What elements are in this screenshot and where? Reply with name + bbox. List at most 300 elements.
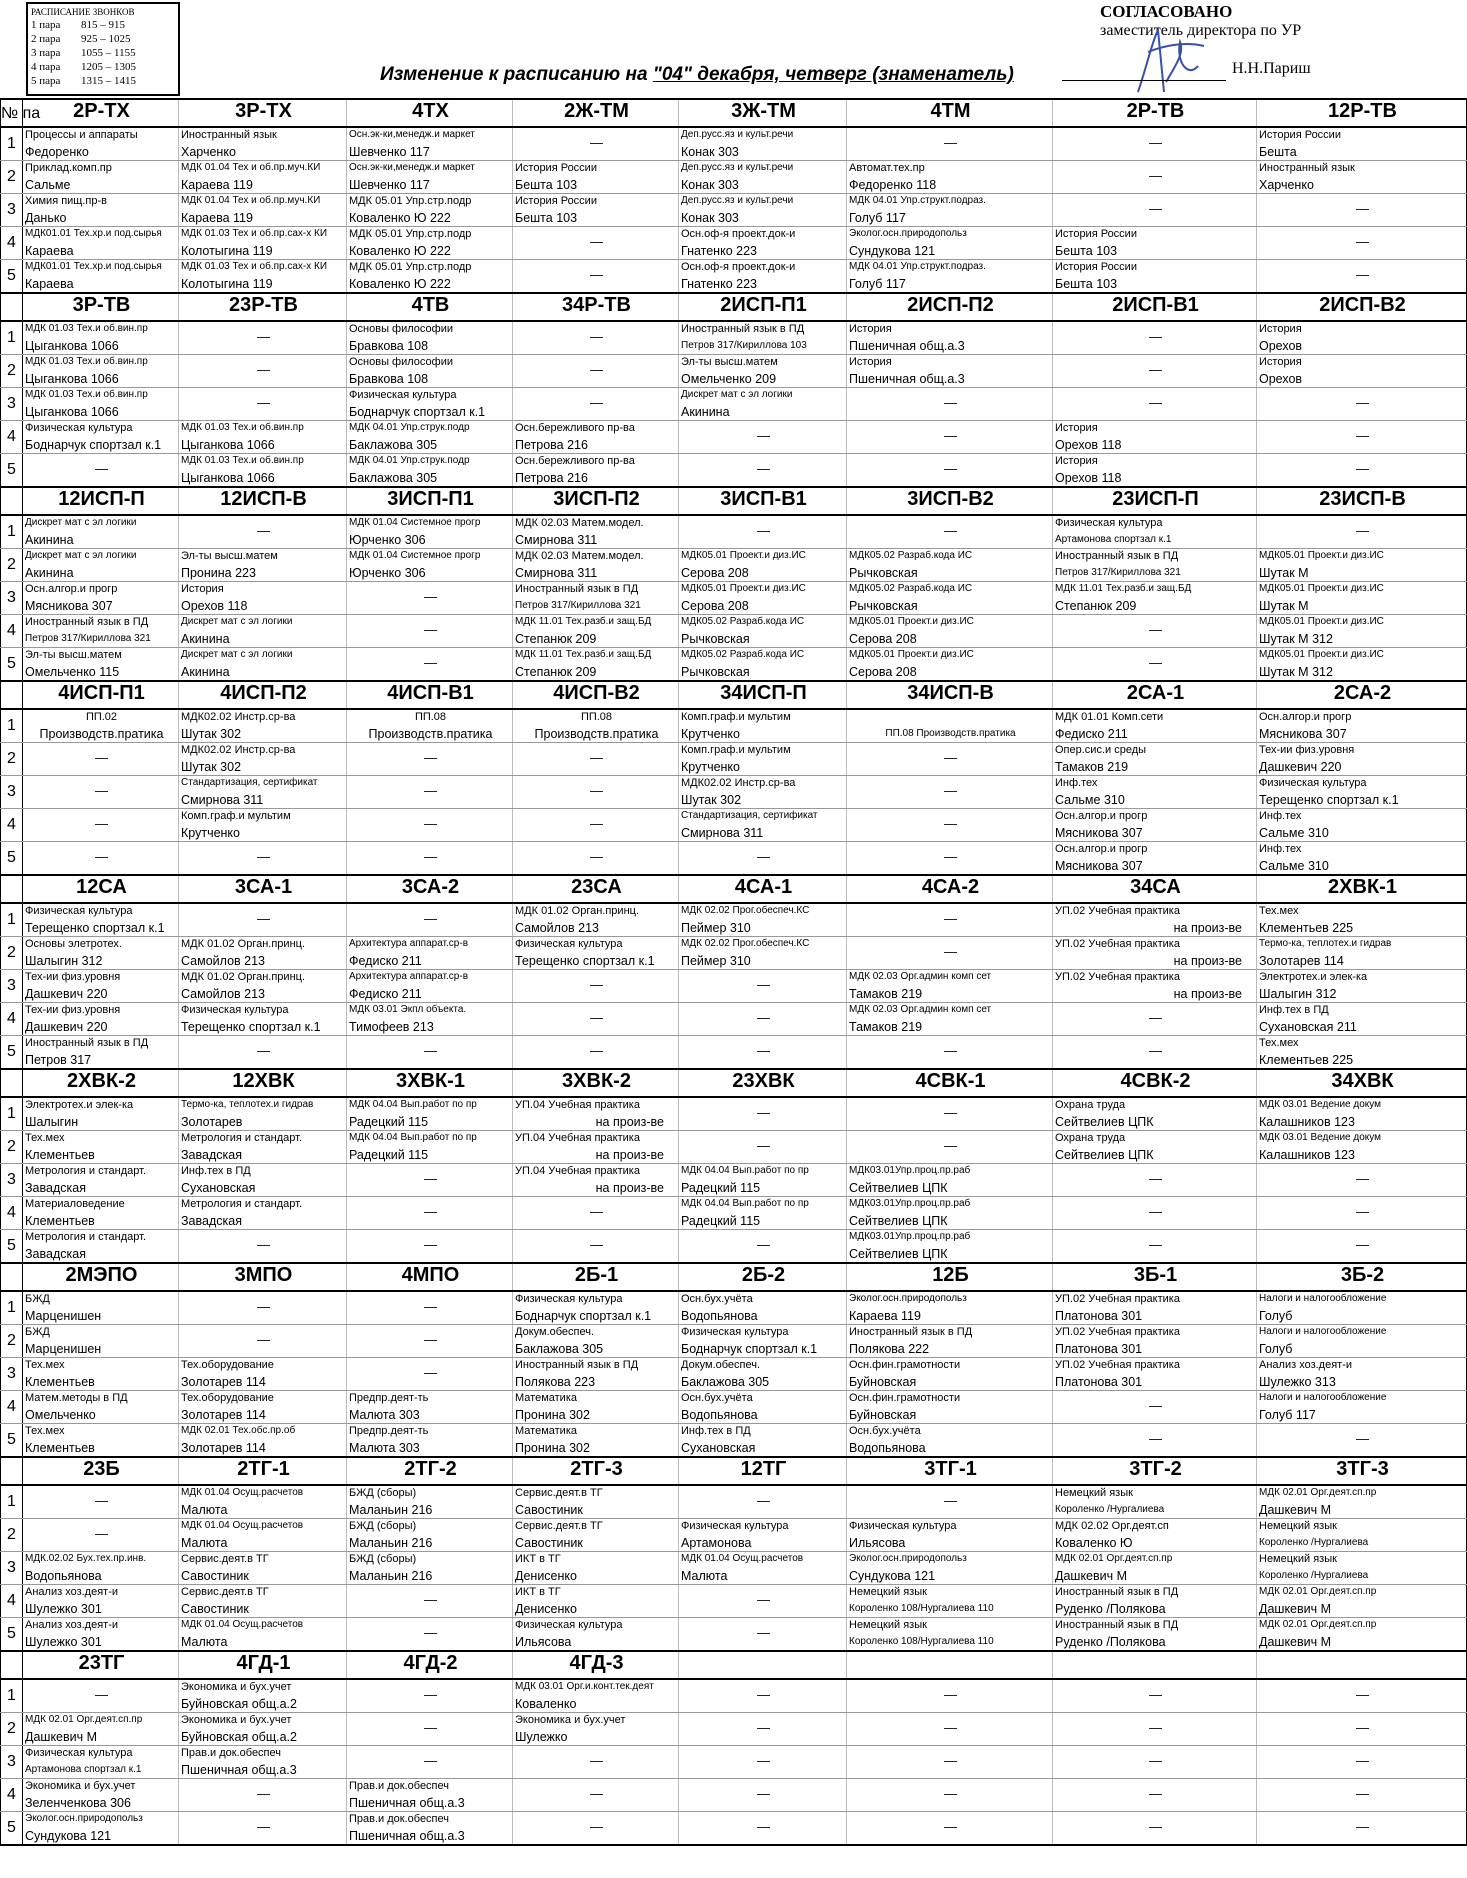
teacher-room-text: Тамаков 219 bbox=[849, 1020, 923, 1034]
subject-text: Физическая культура bbox=[681, 1520, 789, 1532]
lesson-cell bbox=[23, 194, 179, 227]
teacher-room-text: Руденко /Полякова bbox=[1055, 1635, 1166, 1649]
group-name: 2ИСП-В1 bbox=[1053, 293, 1257, 321]
subject-text: Дискрет мат с эл логики bbox=[181, 649, 293, 660]
lesson-cell bbox=[679, 842, 847, 876]
lesson-cell bbox=[1053, 842, 1257, 876]
subject-text: Осн.алгор.и прогр bbox=[1055, 843, 1148, 855]
lesson-cell bbox=[513, 937, 679, 970]
lesson-cell bbox=[1053, 1618, 1257, 1652]
bell-period: 4 пара bbox=[31, 61, 61, 73]
teacher-room-text: Юрченко 306 bbox=[349, 533, 426, 547]
subject-text: МДК05.01 Проект.и диз.ИС bbox=[849, 649, 974, 660]
teacher-room-text: Баклажова 305 bbox=[349, 438, 438, 452]
subject-text: Эколог.осн.природопольз bbox=[849, 1553, 967, 1564]
lesson-cell bbox=[347, 743, 513, 776]
lesson-cell bbox=[347, 1164, 513, 1197]
lesson-cell bbox=[23, 1131, 179, 1164]
group-header-row bbox=[1, 1069, 1467, 1097]
lesson-number: 5 bbox=[1, 260, 23, 294]
group-name: 2Р-ТВ bbox=[1053, 99, 1257, 127]
lesson-number: 1 bbox=[1, 903, 23, 937]
group-name: 34ИСП-В bbox=[847, 681, 1053, 709]
group-name: 4СА-2 bbox=[847, 875, 1053, 903]
lesson-cell bbox=[513, 1485, 679, 1519]
subject-text: Физическая культура bbox=[681, 1326, 789, 1338]
lesson-cell bbox=[1257, 515, 1467, 549]
subject-text: История России bbox=[515, 195, 597, 207]
lesson-cell bbox=[179, 127, 347, 161]
lesson-cell bbox=[347, 1618, 513, 1652]
teacher-room-text: Шевченко 117 bbox=[349, 178, 430, 192]
teacher-room-text: Коваленко Ю 222 bbox=[349, 277, 451, 291]
subject-text: МДК 04.01 Упр.струк.подр bbox=[349, 455, 470, 466]
lesson-cell bbox=[847, 1291, 1053, 1325]
subject-text: Налоги и налогообложение bbox=[1259, 1326, 1387, 1337]
lesson-cell bbox=[23, 776, 179, 809]
teacher-room-text: Артамонова bbox=[681, 1536, 752, 1550]
teacher-room-text: Радецкий 115 bbox=[349, 1115, 429, 1129]
subject-text: Иностранный язык в ПД bbox=[25, 616, 149, 628]
num-header bbox=[1, 1457, 23, 1485]
lesson-cell bbox=[1053, 743, 1257, 776]
teacher-room-text: Пеймер 310 bbox=[681, 954, 751, 968]
lesson-cell bbox=[347, 809, 513, 842]
lesson-cell bbox=[179, 648, 347, 682]
subject-text: Физическая культура bbox=[849, 1520, 957, 1532]
group-name: 2Р-ТХ bbox=[23, 99, 179, 127]
teacher-room-text: Завадская bbox=[181, 1214, 242, 1228]
empty-marker: — bbox=[1149, 1753, 1162, 1768]
lesson-cell bbox=[679, 454, 847, 488]
lesson-cell bbox=[847, 161, 1053, 194]
lesson-number: 5 bbox=[1, 648, 23, 682]
subject-text: Дискрет мат с эл логики bbox=[25, 517, 137, 528]
lesson-cell bbox=[1053, 421, 1257, 454]
subject-text: МДК 11.01 Тех.разб.и защ.БД bbox=[1055, 583, 1192, 594]
group-name: 3Р-ТХ bbox=[179, 99, 347, 127]
group-name: 12СА bbox=[23, 875, 179, 903]
subject-text: Физическая культура bbox=[515, 1619, 623, 1631]
teacher-room-text: Золотарев 114 bbox=[1259, 954, 1344, 968]
empty-marker: — bbox=[1149, 1237, 1162, 1252]
empty-marker: — bbox=[424, 1043, 437, 1058]
teacher-room-text: Мясникова 307 bbox=[1055, 859, 1143, 873]
lesson-number: 4 bbox=[1, 1391, 23, 1424]
lesson-cell bbox=[1053, 1779, 1257, 1812]
lesson-row bbox=[1, 1424, 1467, 1458]
lesson-cell bbox=[1257, 1325, 1467, 1358]
subject-text: Дискрет мат с эл логики bbox=[181, 616, 293, 627]
subject-text: Основы элетротех. bbox=[25, 938, 122, 950]
teacher-room-text: на произ-ве bbox=[1173, 921, 1242, 935]
teacher-room-text: Дашкевич М bbox=[1259, 1635, 1332, 1649]
lesson-number: 1 bbox=[1, 709, 23, 743]
teacher-room-text: Харченко bbox=[1259, 178, 1314, 192]
lesson-cell bbox=[179, 1230, 347, 1264]
empty-marker: — bbox=[424, 816, 437, 831]
lesson-cell bbox=[513, 1036, 679, 1070]
lesson-cell bbox=[1053, 161, 1257, 194]
lesson-cell bbox=[179, 421, 347, 454]
subject-text: МДК02.02 Инстр.ср-ва bbox=[181, 744, 296, 756]
empty-marker: — bbox=[424, 750, 437, 765]
group-name: 3ИСП-П2 bbox=[513, 487, 679, 515]
subject-text: МДК 02.03 Орг.админ комп сет bbox=[849, 1004, 992, 1015]
lesson-cell bbox=[679, 743, 847, 776]
subject-text: История bbox=[849, 356, 892, 368]
lesson-cell bbox=[847, 1131, 1053, 1164]
subject-text: МДК 02.01 Орг.деят.сп.пр bbox=[1259, 1619, 1377, 1630]
subject-text: Физическая культура bbox=[25, 1747, 133, 1759]
group-name: 12Р-ТВ bbox=[1257, 99, 1467, 127]
group-name: 12Б bbox=[847, 1263, 1053, 1291]
lesson-cell bbox=[513, 648, 679, 682]
subject-text: Деп.русс.яз и культ.речи bbox=[681, 195, 794, 206]
lesson-cell bbox=[847, 1230, 1053, 1264]
subject-text: Осн.фин.грамотности bbox=[849, 1392, 961, 1404]
subject-text: МДК 02.02 Прог.обеспеч.КС bbox=[681, 938, 810, 949]
subject-text: Немецкий язык bbox=[849, 1586, 927, 1598]
lesson-cell bbox=[23, 1325, 179, 1358]
teacher-room-text: Цыганкова 1066 bbox=[181, 438, 275, 452]
lesson-cell bbox=[1257, 970, 1467, 1003]
empty-marker: — bbox=[757, 1625, 770, 1640]
lesson-cell bbox=[513, 388, 679, 421]
lesson-cell bbox=[679, 1230, 847, 1264]
lesson-cell bbox=[1257, 648, 1467, 682]
subject-text: Осн.бух.учёта bbox=[849, 1425, 921, 1437]
subject-text: История bbox=[1259, 356, 1302, 368]
subject-text: БЖД bbox=[25, 1293, 50, 1305]
teacher-room-text: Шевченко 117 bbox=[349, 145, 430, 159]
empty-marker: — bbox=[1149, 135, 1162, 150]
subject-text: МДК 04.01 Упр.структ.подраз. bbox=[849, 195, 986, 206]
lesson-cell bbox=[1257, 1131, 1467, 1164]
lesson-number: 4 bbox=[1, 809, 23, 842]
group-header-row bbox=[1, 875, 1467, 903]
lesson-cell bbox=[513, 1585, 679, 1618]
subject-text: УП.02 Учебная практика bbox=[1055, 905, 1180, 917]
teacher-room-text: Федиско 211 bbox=[1055, 727, 1128, 741]
group-name: 4ГД-2 bbox=[347, 1651, 513, 1679]
subject-text: МДК 01.04 Осущ.расчетов bbox=[181, 1487, 304, 1498]
lesson-cell bbox=[679, 1097, 847, 1131]
lesson-cell bbox=[1053, 1003, 1257, 1036]
subject-text: Тех.оборудование bbox=[181, 1392, 274, 1404]
subject-text: Тех.мех bbox=[25, 1132, 65, 1144]
lesson-cell bbox=[1257, 582, 1467, 615]
lesson-number: 5 bbox=[1, 842, 23, 876]
lesson-cell bbox=[1257, 903, 1467, 937]
lesson-cell bbox=[679, 1746, 847, 1779]
subject-text: Осн.бух.учёта bbox=[681, 1293, 753, 1305]
lesson-cell bbox=[513, 1003, 679, 1036]
group-name bbox=[1257, 1651, 1467, 1679]
empty-marker: — bbox=[1356, 1819, 1369, 1834]
subject-text: Иностранный язык bbox=[181, 129, 277, 141]
lesson-cell bbox=[1053, 1552, 1257, 1585]
group-name: 23ИСП-П bbox=[1053, 487, 1257, 515]
bell-row bbox=[31, 60, 178, 74]
empty-marker: — bbox=[1356, 1431, 1369, 1446]
lesson-number: 1 bbox=[1, 1097, 23, 1131]
approval-heading: СОГЛАСОВАНО bbox=[1100, 2, 1233, 21]
lesson-row bbox=[1, 1746, 1467, 1779]
title-prefix: Изменение к расписанию на bbox=[380, 64, 653, 85]
teacher-room-text: Терещенко спортзал к.1 bbox=[181, 1020, 321, 1034]
group-name: 3ИСП-В1 bbox=[679, 487, 847, 515]
teacher-room-text: Караева bbox=[25, 277, 74, 291]
lesson-cell bbox=[1053, 1036, 1257, 1070]
teacher-room-text: Пшеничная общ.а.3 bbox=[349, 1829, 465, 1843]
lesson-cell bbox=[1257, 615, 1467, 648]
empty-marker: — bbox=[1149, 362, 1162, 377]
teacher-room-text: Степанюк 209 bbox=[515, 632, 597, 646]
teacher-room-text: Короленко /Нургалиева bbox=[1259, 1537, 1369, 1548]
subject-text: БЖД (сборы) bbox=[349, 1487, 417, 1499]
subject-text: Термо-ка, теплотех.и гидрав bbox=[181, 1099, 314, 1110]
subject-text: Охрана труда bbox=[1055, 1099, 1126, 1111]
lesson-cell bbox=[1257, 194, 1467, 227]
teacher-room-text: Буйновская bbox=[849, 1375, 917, 1389]
lesson-cell bbox=[679, 648, 847, 682]
empty-marker: — bbox=[1356, 267, 1369, 282]
lesson-cell bbox=[847, 1618, 1053, 1652]
teacher-room-text: Сухановская 211 bbox=[1259, 1020, 1357, 1034]
teacher-room-text: Степанюк 209 bbox=[1055, 599, 1137, 613]
group-header-row bbox=[1, 99, 1467, 127]
teacher-room-text: Смирнова 311 bbox=[515, 533, 598, 547]
teacher-room-text: Караева bbox=[25, 244, 74, 258]
lesson-cell bbox=[679, 515, 847, 549]
empty-marker: — bbox=[757, 849, 770, 864]
lesson-cell bbox=[679, 321, 847, 355]
lesson-cell bbox=[1257, 227, 1467, 260]
lesson-cell bbox=[679, 582, 847, 615]
group-name: 34Р-ТВ bbox=[513, 293, 679, 321]
teacher-room-text: Акинина bbox=[181, 665, 230, 679]
lesson-row bbox=[1, 515, 1467, 549]
group-name: 23СА bbox=[513, 875, 679, 903]
subject-text: Немецкий язык bbox=[1259, 1553, 1337, 1565]
teacher-room-text: Сундукова 121 bbox=[849, 1569, 936, 1583]
subject-text: Анализ хоз.деят-и bbox=[25, 1586, 119, 1598]
teacher-room-text: Пшеничная общ.а.3 bbox=[349, 1796, 465, 1810]
lesson-cell bbox=[179, 903, 347, 937]
bell-row bbox=[31, 32, 178, 46]
subject-text: Матем.методы в ПД bbox=[25, 1392, 128, 1404]
teacher-room-text: Шулежко 301 bbox=[25, 1635, 102, 1649]
teacher-room-text: Орехов 118 bbox=[1055, 438, 1122, 452]
teacher-room-text: Сальме 310 bbox=[1055, 793, 1125, 807]
subject-text: ПП.08 bbox=[414, 711, 447, 723]
subject-text: МДК01.01 Тех.хр.и под.сырья bbox=[25, 261, 162, 272]
lesson-cell bbox=[347, 1585, 513, 1618]
subject-text: МДК 02.03 Орг.админ комп сет bbox=[849, 971, 992, 982]
lesson-cell bbox=[679, 1679, 847, 1713]
lesson-number: 2 bbox=[1, 937, 23, 970]
empty-marker: — bbox=[1149, 1043, 1162, 1058]
lesson-row bbox=[1, 1713, 1467, 1746]
lesson-cell bbox=[1053, 1358, 1257, 1391]
lesson-cell bbox=[513, 1197, 679, 1230]
empty-marker: — bbox=[590, 1043, 603, 1058]
lesson-cell bbox=[679, 1358, 847, 1391]
lesson-cell bbox=[347, 355, 513, 388]
teacher-room-text: Мясникова 307 bbox=[25, 599, 113, 613]
subject-text: Охрана труда bbox=[1055, 1132, 1126, 1144]
teacher-room-text: Бешта 103 bbox=[1055, 277, 1118, 291]
subject-text: МДК 11.01 Тех.разб.и защ.БД bbox=[515, 616, 652, 627]
lesson-row bbox=[1, 355, 1467, 388]
lesson-cell bbox=[347, 1424, 513, 1458]
subject-text: МДК05.01 Проект.и диз.ИС bbox=[1259, 616, 1384, 627]
teacher-room-text: Клементьев bbox=[25, 1214, 95, 1228]
empty-marker: — bbox=[257, 362, 270, 377]
lesson-cell bbox=[847, 776, 1053, 809]
num-header: № па bbox=[1, 99, 23, 127]
lesson-cell bbox=[847, 194, 1053, 227]
lesson-number: 5 bbox=[1, 1618, 23, 1652]
empty-marker: — bbox=[757, 1687, 770, 1702]
subject-text: ПП.02 bbox=[85, 711, 118, 723]
lesson-cell bbox=[23, 1003, 179, 1036]
subject-text: Метрология и стандарт. bbox=[181, 1132, 302, 1144]
lesson-number: 4 bbox=[1, 1003, 23, 1036]
subject-text: УП.04 Учебная практика bbox=[515, 1165, 640, 1177]
lesson-cell bbox=[1257, 1519, 1467, 1552]
lesson-cell bbox=[23, 1358, 179, 1391]
subject-text: Осн.алгор.и прогр bbox=[25, 583, 118, 595]
lesson-cell bbox=[1257, 1618, 1467, 1652]
lesson-cell bbox=[513, 1552, 679, 1585]
subject-text: Эл-ты высш.матем bbox=[681, 356, 778, 368]
empty-marker: — bbox=[1356, 1171, 1369, 1186]
approval-position: заместитель директора по УР bbox=[1100, 22, 1302, 39]
group-header-row bbox=[1, 1263, 1467, 1291]
lesson-cell bbox=[847, 1003, 1053, 1036]
group-header-row bbox=[1, 293, 1467, 321]
subject-text: История России bbox=[1055, 228, 1137, 240]
lesson-row bbox=[1, 227, 1467, 260]
lesson-number: 5 bbox=[1, 1230, 23, 1264]
empty-marker: — bbox=[590, 783, 603, 798]
lesson-cell bbox=[679, 355, 847, 388]
lesson-number: 4 bbox=[1, 1197, 23, 1230]
subject-text: МДК 05.01 Упр.стр.подр bbox=[349, 261, 472, 273]
empty-marker: — bbox=[757, 1753, 770, 1768]
teacher-room-text: Терещенко спортзал к.1 bbox=[25, 921, 165, 935]
lesson-cell bbox=[179, 615, 347, 648]
teacher-room-text: Клементьев bbox=[25, 1375, 95, 1389]
teacher-room-text: Пеймер 310 bbox=[681, 921, 751, 935]
lesson-row bbox=[1, 937, 1467, 970]
group-name: 3ТГ-2 bbox=[1053, 1457, 1257, 1485]
lesson-cell bbox=[179, 1291, 347, 1325]
lesson-cell bbox=[1257, 260, 1467, 294]
teacher-room-text: на произ-ве bbox=[595, 1181, 664, 1195]
subject-text: МДК 01.03 Тех.и об.вин.пр bbox=[181, 422, 304, 433]
teacher-room-text: Буйновская общ.а.2 bbox=[181, 1730, 297, 1744]
lesson-cell bbox=[1257, 127, 1467, 161]
empty-marker: — bbox=[944, 911, 957, 926]
lesson-number: 2 bbox=[1, 161, 23, 194]
empty-marker: — bbox=[1149, 329, 1162, 344]
lesson-number: 4 bbox=[1, 615, 23, 648]
lesson-cell bbox=[1053, 1197, 1257, 1230]
subject-text: МДК 01.03 Тех.и об.вин.пр bbox=[25, 389, 148, 400]
lesson-cell bbox=[23, 809, 179, 842]
empty-marker: — bbox=[590, 1819, 603, 1834]
lesson-cell bbox=[679, 903, 847, 937]
lesson-cell bbox=[347, 454, 513, 488]
teacher-room-text: Бешта 103 bbox=[515, 178, 578, 192]
subject-text: Налоги и налогообложение bbox=[1259, 1293, 1387, 1304]
subject-text: МДК 02.01 Орг.деят.сп.пр bbox=[25, 1714, 143, 1725]
teacher-room-text: Дашкевич М bbox=[25, 1730, 98, 1744]
subject-text: Архитектура аппарат.ср-в bbox=[349, 938, 469, 949]
lesson-cell bbox=[679, 1036, 847, 1070]
empty-marker: — bbox=[590, 1204, 603, 1219]
empty-marker: — bbox=[257, 849, 270, 864]
lesson-cell bbox=[23, 842, 179, 876]
group-name: 4ТМ bbox=[847, 99, 1053, 127]
lesson-cell bbox=[513, 1358, 679, 1391]
lesson-cell bbox=[347, 1230, 513, 1264]
lesson-cell bbox=[1053, 1746, 1257, 1779]
lesson-cell bbox=[179, 388, 347, 421]
group-name: 3Б-2 bbox=[1257, 1263, 1467, 1291]
lesson-number: 4 bbox=[1, 421, 23, 454]
teacher-room-text: Платонова 301 bbox=[1055, 1309, 1143, 1323]
lesson-cell bbox=[513, 1746, 679, 1779]
group-name: 4ГД-3 bbox=[513, 1651, 679, 1679]
teacher-room-text: Шутак М 312 bbox=[1259, 632, 1333, 646]
empty-marker: — bbox=[424, 1237, 437, 1252]
title-date: "04" декабря, четверг (знаменатель) bbox=[652, 64, 1014, 85]
teacher-room-text: Серова 208 bbox=[849, 665, 917, 679]
empty-marker: — bbox=[424, 911, 437, 926]
lesson-row bbox=[1, 970, 1467, 1003]
lesson-cell bbox=[679, 1197, 847, 1230]
teacher-room-text: Калашников 123 bbox=[1259, 1148, 1355, 1162]
subject-text: Осн.эк-ки,менедж.и маркет bbox=[349, 162, 475, 173]
lesson-cell bbox=[347, 388, 513, 421]
lesson-cell bbox=[513, 1097, 679, 1131]
subject-text: Физическая культура bbox=[1055, 517, 1163, 529]
teacher-room-text: Орехов 118 bbox=[1055, 471, 1122, 485]
subject-text: Метрология и стандарт. bbox=[181, 1198, 302, 1210]
teacher-room-text: Завадская bbox=[25, 1247, 86, 1261]
subject-text: Эколог.осн.природопольз bbox=[849, 1293, 967, 1304]
teacher-room-text: Тамаков 219 bbox=[1055, 760, 1129, 774]
empty-marker: — bbox=[757, 1105, 770, 1120]
lesson-cell bbox=[1053, 515, 1257, 549]
subject-text: ПП.08 bbox=[580, 711, 613, 723]
lesson-cell bbox=[23, 227, 179, 260]
lesson-cell bbox=[179, 1746, 347, 1779]
subject-text: МДК 01.04 Тех и об.пр.муч.КИ bbox=[181, 162, 321, 173]
subject-text: Иностранный язык в ПД bbox=[515, 1359, 639, 1371]
empty-marker: — bbox=[424, 622, 437, 637]
teacher-room-text: Сальме 310 bbox=[1259, 826, 1329, 840]
teacher-room-text: Радецкий 115 bbox=[349, 1148, 429, 1162]
lesson-cell bbox=[179, 776, 347, 809]
lesson-cell bbox=[347, 194, 513, 227]
subject-text: Иностранный язык bbox=[1259, 162, 1355, 174]
lesson-cell bbox=[179, 1485, 347, 1519]
